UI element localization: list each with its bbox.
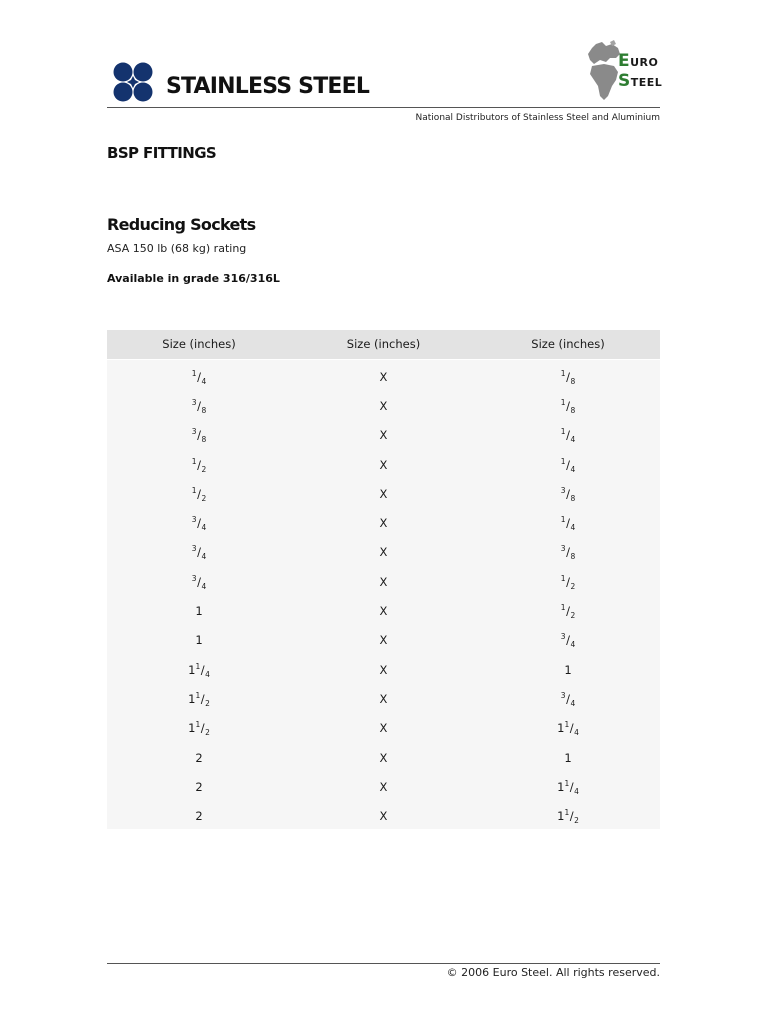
separator-cell: X: [379, 779, 388, 794]
size-from-cell: [107, 748, 291, 768]
column-header: Size (inches): [162, 337, 236, 351]
separator-cell: X: [379, 721, 388, 736]
separator-cell: X: [379, 545, 388, 560]
size-fraction: $^1/_2$: [195, 690, 210, 708]
stainless-steel-logo-icon: [109, 58, 157, 106]
separator-cell: X: [379, 750, 388, 765]
size-to-cell: [476, 425, 660, 445]
copyright: © 2006 Euro Steel. All rights reserved.: [446, 966, 660, 979]
size-whole: 1: [188, 691, 196, 706]
size-fraction: $^1/_4$: [560, 515, 576, 533]
size-from-cell: [107, 601, 291, 621]
rating-text: ASA 150 lb (68 kg) rating: [107, 242, 247, 255]
size-whole: 1: [188, 662, 196, 677]
size-fraction: $^1/_4$: [195, 661, 210, 679]
table-row: [107, 538, 660, 567]
size-to-cell: [476, 689, 660, 709]
size-from-cell: [107, 425, 291, 445]
table-row: [107, 596, 660, 625]
size-fraction: $^3/_8$: [191, 427, 207, 445]
section-title: BSP FITTINGS: [107, 144, 217, 162]
separator-cell: X: [379, 574, 388, 589]
separator-cell: X: [379, 398, 388, 413]
separator-cell: X: [379, 369, 388, 384]
size-from-cell: [107, 689, 291, 709]
separator-cell: X: [379, 486, 388, 501]
size-from-cell: [107, 572, 291, 592]
column-header: Size (inches): [531, 337, 605, 351]
table-row: [107, 450, 660, 479]
separator-cell: X: [379, 691, 388, 706]
size-whole: 1: [564, 662, 572, 677]
size-from-cell: [107, 484, 291, 504]
size-fraction: $^3/_4$: [191, 573, 207, 591]
size-fraction: $^1/_2$: [560, 573, 576, 591]
size-to-cell: [476, 484, 660, 504]
size-to-cell: [476, 660, 660, 680]
table-row: [107, 743, 660, 772]
size-from-cell: [107, 513, 291, 533]
size-from-cell: [107, 718, 291, 738]
size-from-cell: [107, 806, 291, 826]
size-to-cell: [476, 396, 660, 416]
size-to-cell: [476, 748, 660, 768]
size-to-cell: [476, 601, 660, 621]
size-from-cell: [107, 777, 291, 797]
column-header: Size (inches): [346, 337, 421, 351]
size-to-cell: [476, 455, 660, 475]
separator-cell: X: [379, 516, 388, 531]
size-to-cell: [476, 542, 660, 562]
footer-divider: [107, 963, 660, 964]
size-whole: 1: [195, 604, 203, 619]
size-to-cell: [476, 806, 660, 826]
size-fraction: $^1/_4$: [191, 368, 207, 386]
grade-text: Available in grade 316/316L: [107, 272, 280, 285]
size-from-cell: [107, 542, 291, 562]
size-fraction: $^1/_4$: [564, 720, 579, 738]
brand-title: STAINLESS STEEL: [166, 74, 370, 99]
size-fraction: $^3/_8$: [560, 544, 576, 562]
table-row: [107, 772, 660, 801]
size-fraction: $^1/_8$: [560, 368, 576, 386]
size-fraction: $^3/_8$: [560, 485, 576, 503]
size-to-cell: [476, 572, 660, 592]
size-fraction: $^1/_8$: [560, 397, 576, 415]
table-row: [107, 626, 660, 655]
separator-cell: X: [379, 809, 388, 824]
table-row: [107, 391, 660, 420]
table-row: [107, 362, 660, 391]
size-fraction: $^1/_2$: [191, 485, 207, 503]
size-to-cell: [476, 367, 660, 387]
table-body: [107, 360, 660, 831]
size-whole: 1: [557, 809, 565, 824]
size-fraction: $^3/_4$: [560, 690, 576, 708]
size-from-cell: [107, 455, 291, 475]
size-fraction: $^1/_4$: [560, 456, 576, 474]
tagline: National Distributors of Stainless Steel and Aluminium: [415, 113, 660, 123]
euro-steel-logo-word-euro: EURO: [618, 51, 659, 71]
separator-cell: X: [379, 428, 388, 443]
size-fraction: $^3/_4$: [191, 515, 207, 533]
table-header-row: [107, 330, 660, 360]
size-from-cell: [107, 396, 291, 416]
size-whole: 2: [195, 779, 203, 794]
size-fraction: $^1/_2$: [564, 808, 579, 826]
size-whole: 1: [195, 633, 203, 648]
size-fraction: $^1/_4$: [560, 427, 576, 445]
size-fraction: $^3/_4$: [191, 544, 207, 562]
size-to-cell: [476, 777, 660, 797]
table-row: [107, 655, 660, 684]
size-from-cell: [107, 630, 291, 650]
size-fraction: $^1/_2$: [560, 603, 576, 621]
size-fraction: $^1/_4$: [564, 778, 579, 796]
size-from-cell: [107, 660, 291, 680]
table-row: [107, 801, 660, 830]
size-whole: 1: [188, 721, 196, 736]
separator-cell: X: [379, 457, 388, 472]
table-row: [107, 684, 660, 713]
separator-cell: X: [379, 604, 388, 619]
table-row: [107, 508, 660, 537]
size-fraction: $^1/_2$: [191, 456, 207, 474]
separator-cell: X: [379, 662, 388, 677]
size-to-cell: [476, 630, 660, 650]
size-fraction: $^1/_2$: [195, 720, 210, 738]
size-whole: 1: [557, 721, 565, 736]
size-from-cell: [107, 367, 291, 387]
sizes-table: [107, 330, 660, 829]
separator-cell: X: [379, 633, 388, 648]
table-row: [107, 567, 660, 596]
euro-steel-logo-word-steel: STEEL: [618, 71, 663, 91]
size-fraction: $^3/_4$: [560, 632, 576, 650]
size-whole: 1: [564, 750, 572, 765]
header-divider: [107, 107, 660, 108]
size-whole: 2: [195, 750, 203, 765]
table-row: [107, 714, 660, 743]
size-whole: 1: [557, 779, 565, 794]
table-row: [107, 479, 660, 508]
product-title: Reducing Sockets: [107, 215, 256, 234]
size-fraction: $^3/_8$: [191, 397, 207, 415]
table-row: [107, 421, 660, 450]
size-to-cell: [476, 718, 660, 738]
size-whole: 2: [195, 809, 203, 824]
size-to-cell: [476, 513, 660, 533]
